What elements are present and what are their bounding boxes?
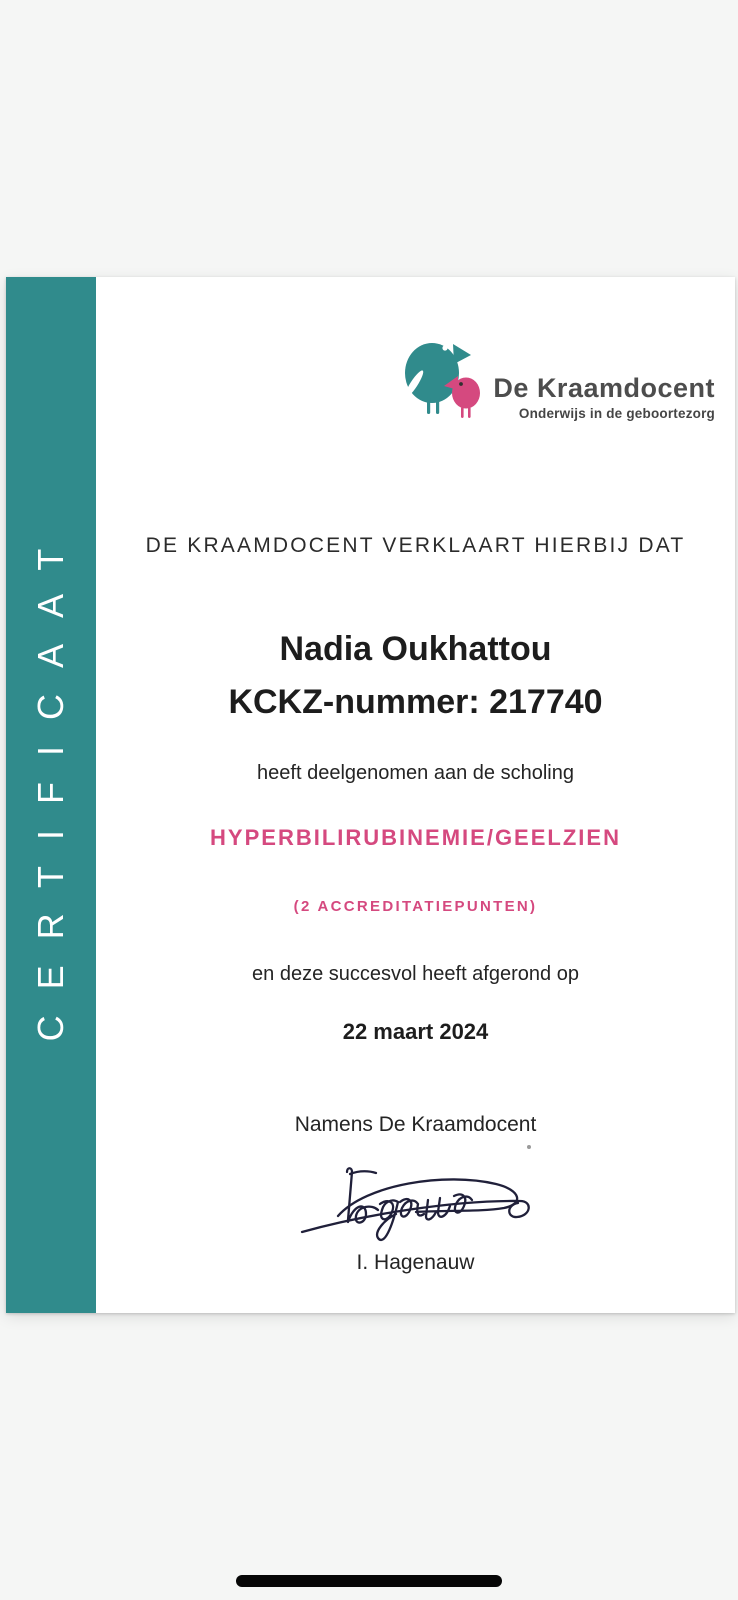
logo-text: [493, 329, 715, 422]
statement-line: DE KRAAMDOCENT VERKLAART HIERBIJ DAT: [145, 534, 686, 557]
kraamdocent-logo: [397, 329, 715, 422]
participation-line: heeft deelgenomen aan de scholing: [257, 762, 574, 784]
recipient-name: Nadia Oukhattou: [279, 630, 552, 668]
home-indicator[interactable]: [236, 1575, 502, 1587]
pink-bird-icon: [444, 376, 480, 418]
signature-intro-line: Namens De Kraamdocent: [294, 1113, 537, 1136]
accreditation-line: (2 ACCREDITATIEPUNTEN): [293, 898, 538, 915]
ink-speck: [527, 1145, 531, 1149]
signatory-name: I. Hagenauw: [356, 1251, 475, 1274]
certificate-sidebar-label: CERTIFICAAT: [30, 522, 71, 1042]
certificate-page: [96, 277, 735, 1313]
logo-title: De Kraamdocent: [493, 373, 715, 403]
course-title: HYPERBILIRUBINEMIE/GEELZIEN: [210, 825, 621, 850]
logo-subtitle: Onderwijs in de geboortezorg: [518, 406, 715, 421]
certificate-sidebar: [6, 277, 96, 1313]
signature-image: [296, 1142, 536, 1252]
completion-date: 22 maart 2024: [342, 1019, 489, 1044]
recipient-block: [96, 623, 735, 729]
completion-line: en deze succesvol heeft afgerond op: [252, 963, 579, 985]
certificate-card: [6, 277, 735, 1313]
birds-logo-icon: [397, 331, 481, 419]
kckz-number-line: KCKZ-nummer: 217740: [228, 683, 603, 721]
